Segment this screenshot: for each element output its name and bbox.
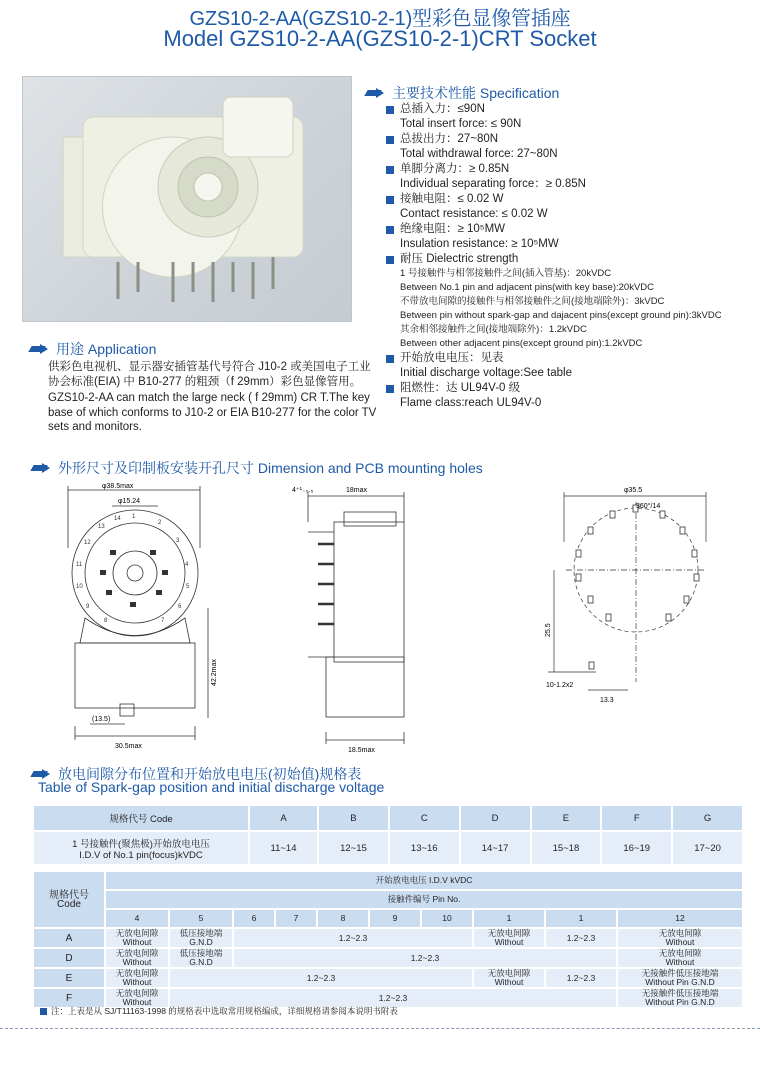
application-text: [48, 360, 378, 435]
pin-number-3: 3: [176, 538, 180, 544]
table-cell: 12~15: [319, 832, 388, 864]
spec-heading: 主要技术性能 Specification: [366, 83, 559, 103]
spec-cn: 单脚分离力：≥ 0.85N: [400, 163, 510, 175]
pin-number-5: 5: [186, 584, 190, 590]
dim-255: 25.5: [545, 623, 552, 637]
table-header-cell: C: [390, 806, 459, 830]
bullet-icon: [386, 196, 394, 204]
spec-en: Total insert force: ≤ 90N: [400, 118, 522, 130]
spec-en: Flame class:reach UL94V-0: [400, 397, 542, 409]
table-row: F 无放电间隙 Without 1.2~2.3 无接触件低压接地端 Without Pin G.N.D: [34, 989, 742, 1007]
arrow-icon: [32, 463, 52, 473]
application-heading: 用途 Application: [30, 339, 156, 359]
table-row-label: 1 号接触件(聚焦极)开始放电电压 I.D.V of No.1 pin(focus)kVDC: [34, 832, 248, 864]
pin-number-10: 10: [76, 584, 83, 590]
table-header-cell: D: [461, 806, 530, 830]
table-cell: 14~17: [461, 832, 530, 864]
pin-number-13: 13: [98, 524, 105, 530]
pin-number-4: 4: [185, 562, 189, 568]
code-header: 规格代号 Code: [34, 872, 104, 927]
table-row: D 无放电间隙 Without 低压接地端 G.N.D 1.2~2.3 无放电间隙 Without: [34, 949, 742, 967]
dimension-heading: 外形尺寸及印制板安装开孔尺寸 Dimension and PCB mounting holes: [32, 458, 483, 478]
spec-cn: 阻燃性：达 UL94V-0 级: [400, 382, 521, 394]
dielectric-line: Between other adjacent pins(except ground pin):1.2kVDC: [400, 338, 643, 349]
dielectric-line: 1 号接触件与相邻接触件之间(插入管基)：20kVDC: [400, 268, 612, 279]
table-header-cell: 规格代号 Code: [34, 806, 248, 830]
table-cell: 15~18: [532, 832, 601, 864]
table-cell: 13~16: [390, 832, 459, 864]
spec-en: Individual separating force：≥ 0.85N: [400, 178, 586, 190]
pin-col: 7: [276, 910, 316, 927]
idv-pin1-table: [32, 804, 744, 866]
idv-header: 开始放电电压 I.D.V kVDC: [106, 872, 742, 889]
pin-number-9: 9: [86, 604, 90, 610]
arrow-icon: [30, 344, 50, 354]
table-header-cell: A: [250, 806, 317, 830]
pin-no-header: 接触件编号 Pin No.: [106, 891, 742, 908]
table-header-cell: G: [673, 806, 742, 830]
pin-col: 6: [234, 910, 274, 927]
pin-col: 8: [318, 910, 368, 927]
spec-dielectric: 耐压 Dielectric strength: [400, 253, 519, 265]
pin-col: 10: [422, 910, 472, 927]
table-cell: 16~19: [602, 832, 671, 864]
table-header-cell: E: [532, 806, 601, 830]
bullet-icon: [386, 166, 394, 174]
application-en: GZS10-2-AA can match the large neck ( f 29mm) CR T.The key base of which conforms to J10-2 or EIA B10-277 for the color TV sets and monitors.: [48, 392, 377, 433]
spec-cn: 总拔出力：27~80N: [400, 133, 499, 145]
dielectric-line: 不带放电间隙的接触件与相邻接触件之间(接地端除外)：3kVDC: [400, 296, 665, 307]
pcb-holes-drawing: [536, 482, 736, 708]
dim-355: φ35.5: [624, 487, 643, 494]
idv-pins-table: [32, 870, 744, 1009]
pin-number-11: 11: [76, 562, 83, 568]
pin-number-6: 6: [178, 604, 182, 610]
table-header-cell: B: [319, 806, 388, 830]
bullet-icon: [386, 256, 394, 264]
dim-angle: 360°/14: [636, 503, 661, 510]
dielectric-line: Between pin without spark-gap and dajacent pins(except ground pin):3kVDC: [400, 310, 722, 321]
pin-col: 5: [170, 910, 232, 927]
dielectric-line: 其余相邻接触件之间(接地端除外)：1.2kVDC: [400, 324, 587, 335]
table-header-cell: F: [602, 806, 671, 830]
pin-number-14: 14: [114, 516, 121, 522]
spec-cn: 绝缘电阻：≥ 10⁵MW: [400, 223, 505, 235]
spec-en: Initial discharge voltage:See table: [400, 367, 572, 379]
arrow-icon: [32, 769, 52, 779]
product-photo: [22, 76, 352, 322]
dim-18: 18max: [346, 487, 368, 494]
pin-number-1: 1: [132, 514, 136, 520]
divider: [0, 1028, 760, 1029]
side-view-drawing: [286, 482, 416, 752]
table-cell: 11~14: [250, 832, 317, 864]
bullet-icon: [386, 355, 394, 363]
pin-col: 12: [618, 910, 742, 927]
dielectric-line: Between No.1 pin and adjacent pins(with key base):20kVDC: [400, 282, 655, 293]
spec-en: Total withdrawal force: 27~80N: [400, 148, 558, 160]
spec-cn: 总插入力：≤90N: [400, 103, 485, 115]
spec-list: [386, 102, 756, 411]
bullet-icon: [386, 385, 394, 393]
pin-col: 4: [106, 910, 168, 927]
bullet-icon: [40, 1008, 47, 1015]
front-view-drawing: [40, 478, 230, 754]
bullet-icon: [386, 226, 394, 234]
spec-cn: 接触电阻：≤ 0.02 W: [400, 193, 504, 205]
dim-hole: 10-1.2x2: [546, 682, 574, 689]
table-heading-cn: 放电间隙分布位置和开始放电电压(初始值)规格表: [32, 764, 361, 784]
pin-col: 1: [546, 910, 616, 927]
dim-185: 18.5max: [348, 747, 375, 752]
pin-number-8: 8: [104, 618, 108, 624]
table-row: E 无放电间隙 Without 1.2~2.3 无放电间隙 Without 1.2~2.3 无接触件低压接地端 Without Pin G.N.D: [34, 969, 742, 987]
table-heading-en: Table of Spark-gap position and initial discharge voltage: [38, 779, 385, 795]
spec-en: Insulation resistance: ≥ 10⁵MW: [400, 238, 559, 250]
dim-305: 30.5max: [115, 743, 142, 750]
footnote: 注：上表是从 SJ/T11163-1998 的规格表中选取常用规格编成，详细规格请参阅本说明书附表: [40, 1005, 398, 1017]
bullet-icon: [386, 106, 394, 114]
dim-422: 42.2max: [211, 659, 218, 686]
dim-135: (13.5): [92, 716, 111, 723]
dim-385: φ38.5max: [102, 483, 134, 490]
arrow-icon: [366, 88, 386, 98]
title-cn: GZS10-2-AA(GZS10-2-1)型彩色显像管插座: [189, 8, 571, 30]
pin-number-12: 12: [84, 540, 91, 546]
bullet-icon: [386, 136, 394, 144]
table-cell: 17~20: [673, 832, 742, 864]
pin-number-2: 2: [158, 520, 162, 526]
dim-top4: 4⁺¹₋₀.₅: [292, 487, 314, 494]
dim-133: 13.3: [600, 697, 614, 704]
pin-col: 1: [474, 910, 544, 927]
dim-1524: φ15.24: [118, 498, 141, 505]
table-row: A 无放电间隙 Without 低压接地端 G.N.D 1.2~2.3 无放电间隙 Without 1.2~2.3 无放电间隙 Without: [34, 929, 742, 947]
application-cn: 供彩色电视机、显示器安插管基代号符合 J10-2 或美国电子工业协会标准(EIA) 中 B10-277 的粗颈（f 29mm）彩色显像管用。: [48, 361, 371, 388]
pin-col: 9: [370, 910, 420, 927]
pin-number-7: 7: [161, 618, 165, 624]
spec-cn: 开始放电电压：见表: [400, 352, 504, 364]
title-en: Model GZS10-2-AA(GZS10-2-1)CRT Socket: [163, 26, 597, 51]
spec-en: Contact resistance: ≤ 0.02 W: [400, 208, 548, 220]
